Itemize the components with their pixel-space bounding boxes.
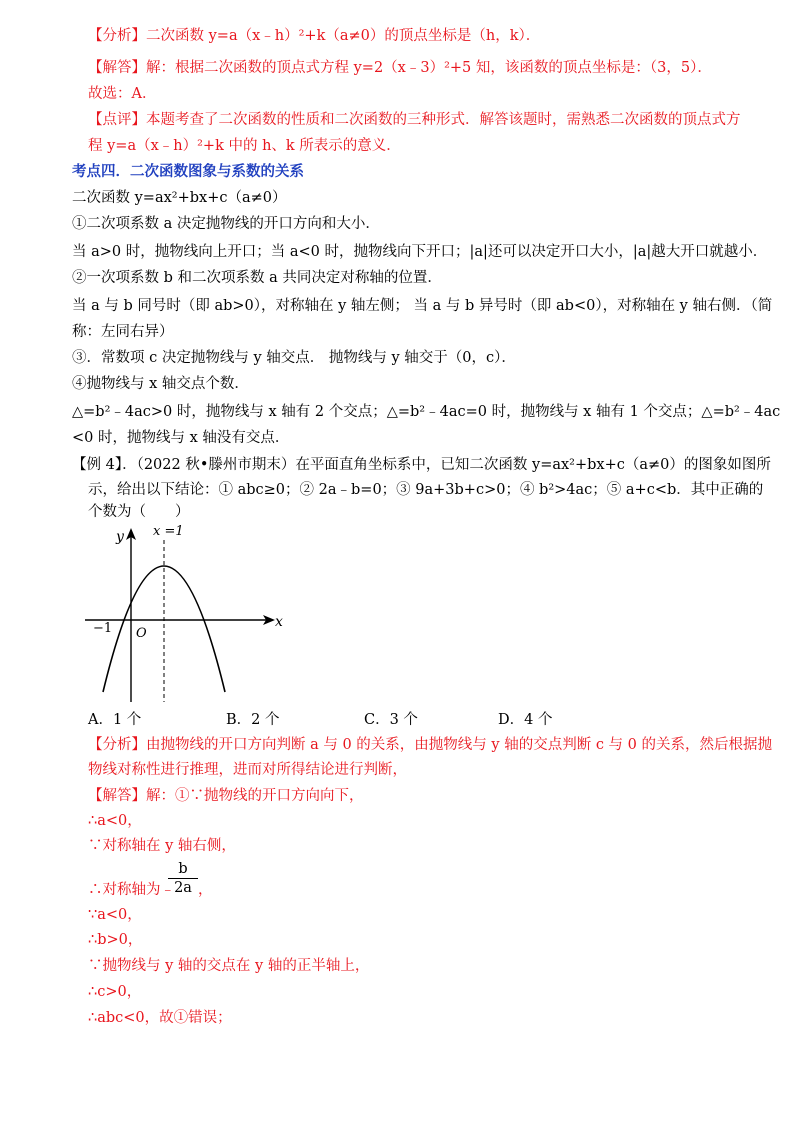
comment-label: 【点评】 (88, 112, 146, 128)
option-a[interactable]: A．1 个 (88, 712, 142, 728)
option-c[interactable]: C．3 个 (364, 712, 418, 728)
section-line: ③．常数项 c 决定抛物线与 y 轴交点． 抛物线与 y 轴交于（0，c）． (72, 350, 516, 366)
example-line3: 个数为（ ） (88, 504, 190, 520)
origin-label: O (136, 626, 147, 641)
answer-text: 解：根据二次函数的顶点式方程 y=2（x﹣3）²+5 知，该函数的顶点坐标是：（3，5）． (146, 60, 712, 76)
fraction-b-over-2a (168, 860, 198, 897)
option-d[interactable]: D．4 个 (498, 712, 553, 728)
solution-analysis-line1: 由抛物线的开口方向判断 a 与 0 的关系，由抛物线与 y 轴的交点判断 c 与 0 的关系，然后根据抛 (146, 737, 772, 753)
top-analysis-line (88, 26, 540, 46)
answer-label: 【解答】 (88, 60, 146, 76)
solution-answer-line (88, 786, 364, 806)
solution-step: ∵a<0， (88, 907, 142, 923)
solution-step: ∴abc<0，故①错误； (88, 1010, 232, 1026)
section-line: 称：左同右异） (72, 324, 174, 340)
section-line: ④抛物线与 x 轴交点个数． (72, 376, 249, 392)
parabola-graph (85, 520, 295, 702)
axis-y-label: y (116, 529, 124, 545)
solution-answer-line1: 解：①∵抛物线的开口方向向下， (146, 788, 364, 804)
axis-x-label: x (275, 614, 283, 630)
section-line: 当 a 与 b 同号时（即 ab>0），对称轴在 y 轴左侧； 当 a 与 b 异号时（即 ab<0），对称轴在 y 轴右侧．（简 (72, 298, 773, 314)
solution-step: ∴a<0， (88, 813, 142, 829)
example-line1: 【例 4】．（2022 秋•滕州市期末）在平面直角坐标系中，已知二次函数 y=ax²+bx+c（a≠0）的图象如图所 (72, 457, 771, 473)
fraction-numerator: b (168, 860, 198, 879)
section-line: 当 a>0 时，抛物线向上开口；当 a<0 时，抛物线向下开口；|a|还可以决定开口大小，|a|越大开口就越小． (72, 244, 768, 260)
fraction-tail: ， (198, 882, 213, 898)
tick-neg1-label: −1 (93, 621, 113, 636)
solution-answer-label: 【解答】 (88, 788, 146, 804)
symmetry-label: x =1 (153, 524, 184, 539)
solution-step: ∴c>0， (88, 984, 142, 1000)
solution-analysis-line (88, 735, 772, 755)
analysis-text: 二次函数 y=a（x﹣h）²+k（a≠0）的顶点坐标是（h，k）． (146, 28, 541, 44)
option-b[interactable]: B．2 个 (226, 712, 280, 728)
section-line: <0 时，抛物线与 x 轴没有交点． (72, 430, 290, 446)
analysis-label: 【分析】 (88, 28, 146, 44)
example-line2: 示，给出以下结论：① abc≥0；② 2a﹣b=0；③ 9a+3b+c>0；④ b²>4ac；⑤ a+c<b．其中正确的 (88, 482, 764, 498)
section-line: ②一次项系数 b 和二次项系数 a 共同决定对称轴的位置． (72, 270, 442, 286)
choice-text: 故选：A． (88, 86, 157, 102)
section-line: 二次函数 y=ax²+bx+c（a≠0） (72, 190, 287, 206)
solution-step: ∴b>0， (88, 932, 143, 948)
top-comment-line (88, 110, 741, 130)
solution-analysis-label: 【分析】 (88, 737, 146, 753)
fraction-denominator: 2a (174, 880, 192, 896)
section-line: △=b²﹣4ac>0 时，抛物线与 x 轴有 2 个交点；△=b²﹣4ac=0 时，抛物线与 x 轴有 1 个交点；△=b²﹣4ac (72, 404, 781, 420)
solution-step: ∵抛物线与 y 轴的交点在 y 轴的正半轴上， (88, 958, 370, 974)
comment-line2: 程 y=a（x﹣h）²+k 中的 h、k 所表示的意义． (88, 138, 401, 154)
solution-analysis-line2: 物线对称性进行推理，进而对所得结论进行判断， (88, 762, 407, 778)
comment-line1: 本题考查了二次函数的性质和二次函数的三种形式．解答该题时，需熟悉二次函数的顶点式方 (146, 112, 741, 128)
section-line: ①二次项系数 a 决定抛物线的开口方向和大小． (72, 216, 380, 232)
section-heading: 考点四．二次函数图象与系数的关系 (72, 163, 304, 180)
top-answer-line (88, 58, 712, 78)
solution-step: ∴对称轴为﹣ (88, 882, 175, 898)
solution-step: ∵对称轴在 y 轴右侧， (88, 838, 236, 854)
